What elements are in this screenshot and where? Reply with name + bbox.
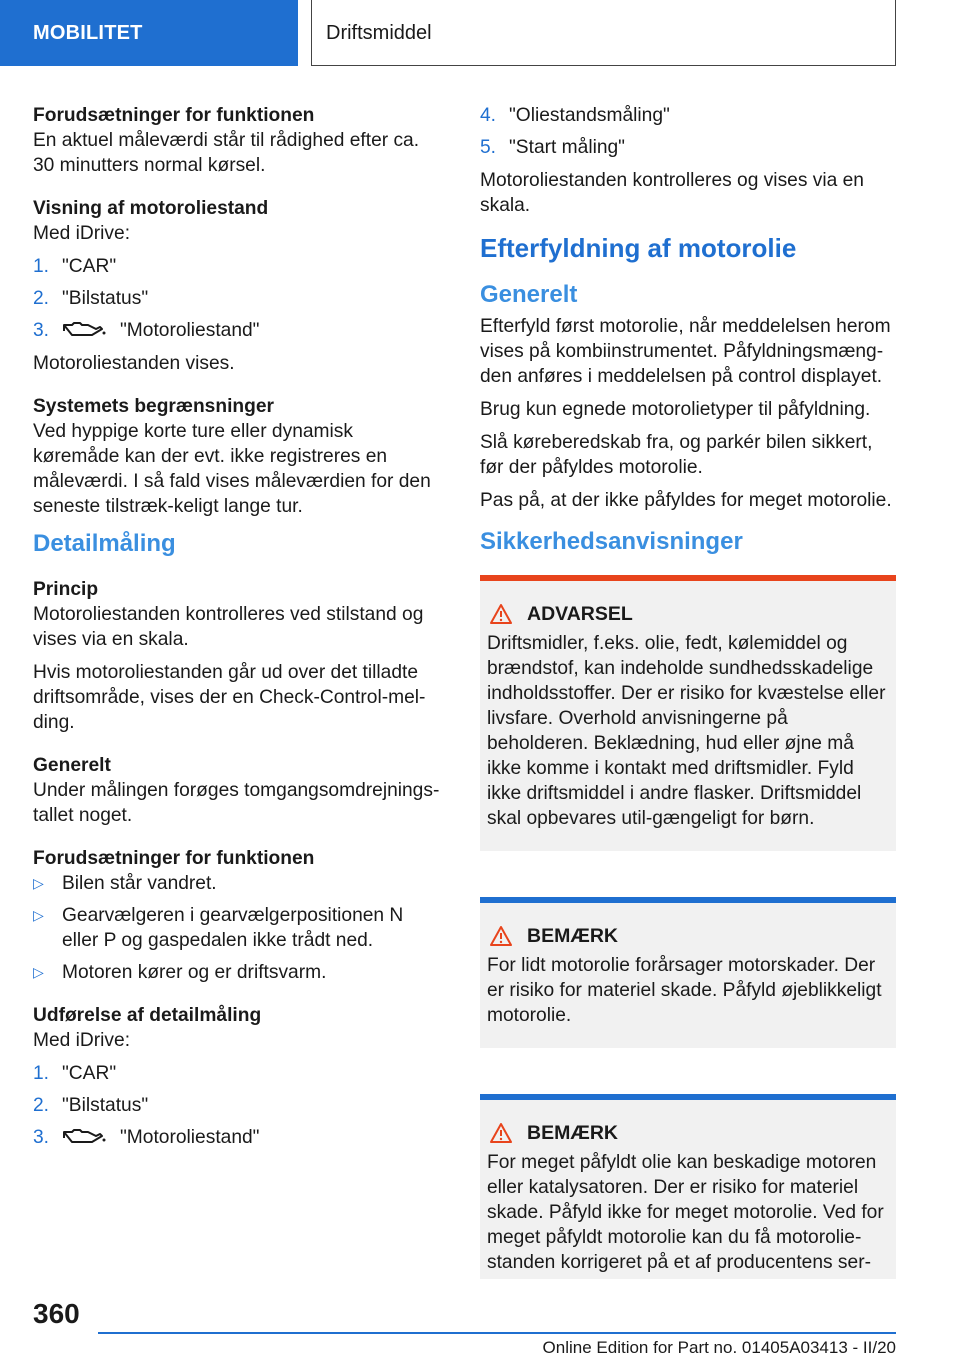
footer-divider <box>98 1332 896 1334</box>
notice-box <box>480 897 896 1048</box>
req2-heading: Forudsætninger for funktionen <box>33 848 315 869</box>
triangle-bullet-icon: ▷ <box>33 875 44 891</box>
refill-p3: Slå køreberedskab fra, og parkér bilen sikkert, før der påfyldes motorolie. <box>480 432 873 478</box>
display-heading: Visning af motoroliestand <box>33 198 269 219</box>
refill-p2: Brug kun egnede motorolietyper til påfyldning. <box>480 399 871 420</box>
list-item: ▷ Gearvælgeren i gearvælgerpositionen N eller P og gaspedalen ikke trådt ned. <box>33 905 404 951</box>
page-header <box>0 0 960 66</box>
warning-triangle-icon <box>489 603 513 625</box>
refill-general-heading: Generelt <box>480 281 578 308</box>
box-text: For meget påfyldt olie kan beskadige motoren eller katalysatoren. Der er risiko for materiel skade. Påfyld ikke for meget motorolie. Ved for meget påfyldt motorolie kan du få motorolie-standen korrigeret på et af producentens ser- <box>487 1152 884 1273</box>
safety-heading: Sikkerhedsanvisninger <box>480 528 743 555</box>
list-item: 3. "Motoroliestand" <box>33 320 260 341</box>
edition-note: Online Edition for Part no. 01405A03413 - II/20 <box>542 1338 896 1357</box>
chapter-tab: MOBILITET <box>0 0 298 66</box>
box-title: BEMÆRK <box>527 925 618 947</box>
list-item: ▷ Bilen står vandret. <box>33 873 217 894</box>
oil-can-icon <box>62 320 106 338</box>
cont-text: Motoroliestanden kontrolleres og vises via en skala. <box>480 170 864 216</box>
warning-box <box>480 575 896 851</box>
warning-triangle-icon <box>489 1122 513 1144</box>
right-column <box>480 103 896 1279</box>
list-item: 2. "Bilstatus" <box>33 288 149 309</box>
list-item: 4. "Oliestandsmåling" <box>480 105 670 126</box>
req-text: En aktuel måleværdi står til rådighed efter ca. 30 minutters normal kørsel. <box>33 130 420 176</box>
oil-can-icon <box>62 1127 106 1145</box>
display-steps <box>33 254 443 343</box>
page-number: 360 <box>33 1298 80 1329</box>
box-text: Driftsmidler, f.eks. olie, fedt, kølemiddel og brændstof, kan indeholde sundhedsskadelige indholdsstoffer. Der er risiko for kvæstelse eller livsfare. Overhold anvisningerne på beholderen. Beklædning, hud eller øjne må ikke komme i kontakt med driftsmidler. Fyld ikke driftsmiddel i andre flasker. Driftsmiddel skal opbevares util-gængeligt for børn. <box>487 633 886 829</box>
limits-text: Ved hyppige korte ture eller dynamisk køremåde kan der evt. ikke registreres en måleværdi. I så fald vises måleværdien for den seneste tilstræk-keligt lange tur. <box>33 421 431 517</box>
principle-p1: Motoroliestanden kontrolleres ved stilstand og vises via en skala. <box>33 604 424 650</box>
left-column <box>33 103 443 1158</box>
refill-p4: Pas på, at der ikke påfyldes for meget motorolie. <box>480 490 892 511</box>
triangle-bullet-icon: ▷ <box>33 907 44 923</box>
principle-p2: Hvis motoroliestanden går ud over det tilladte driftsområde, vises der en Check-Control-mel-ding. <box>33 662 426 733</box>
list-item: 3. "Motoroliestand" <box>33 1127 260 1148</box>
exec-intro: Med iDrive: <box>33 1030 131 1051</box>
triangle-bullet-icon: ▷ <box>33 964 44 980</box>
refill-heading: Efterfyldning af motorolie <box>480 233 797 263</box>
general-heading: Generelt <box>33 755 111 776</box>
box-title: BEMÆRK <box>527 1122 618 1144</box>
exec-steps <box>33 1061 443 1150</box>
warning-triangle-icon <box>489 925 513 947</box>
detail-heading: Detailmåling <box>33 530 176 557</box>
req2-list <box>33 871 443 985</box>
box-text: For lidt motorolie forårsager motorskader. Der er risiko for materiel skade. Påfyld øjeblikkeligt motorolie. <box>487 955 882 1026</box>
display-intro: Med iDrive: <box>33 223 131 244</box>
principle-heading: Princip <box>33 579 99 600</box>
list-item: 1. "CAR" <box>33 256 117 277</box>
list-item: ▷ Motoren kører og er driftsvarm. <box>33 962 327 983</box>
notice-box <box>480 1094 896 1279</box>
cont-steps <box>480 103 896 160</box>
display-result: Motoroliestanden vises. <box>33 353 235 374</box>
req-heading: Forudsætninger for funktionen <box>33 105 315 126</box>
list-item: 2. "Bilstatus" <box>33 1095 149 1116</box>
limits-heading: Systemets begrænsninger <box>33 396 274 417</box>
general-text: Under målingen forøges tomgangsomdrejnings-tallet noget. <box>33 780 440 826</box>
section-title: Driftsmiddel <box>311 0 896 66</box>
list-item: 1. "CAR" <box>33 1063 117 1084</box>
exec-heading: Udførelse af detailmåling <box>33 1005 262 1026</box>
box-title: ADVARSEL <box>527 603 633 625</box>
refill-p1: Efterfyld først motorolie, når meddelelsen herom vises på kombiinstrumentet. Påfyldningsmæng-den anføres i meddelelsen på control displayet. <box>480 316 891 387</box>
list-item: 5. "Start måling" <box>480 137 625 158</box>
